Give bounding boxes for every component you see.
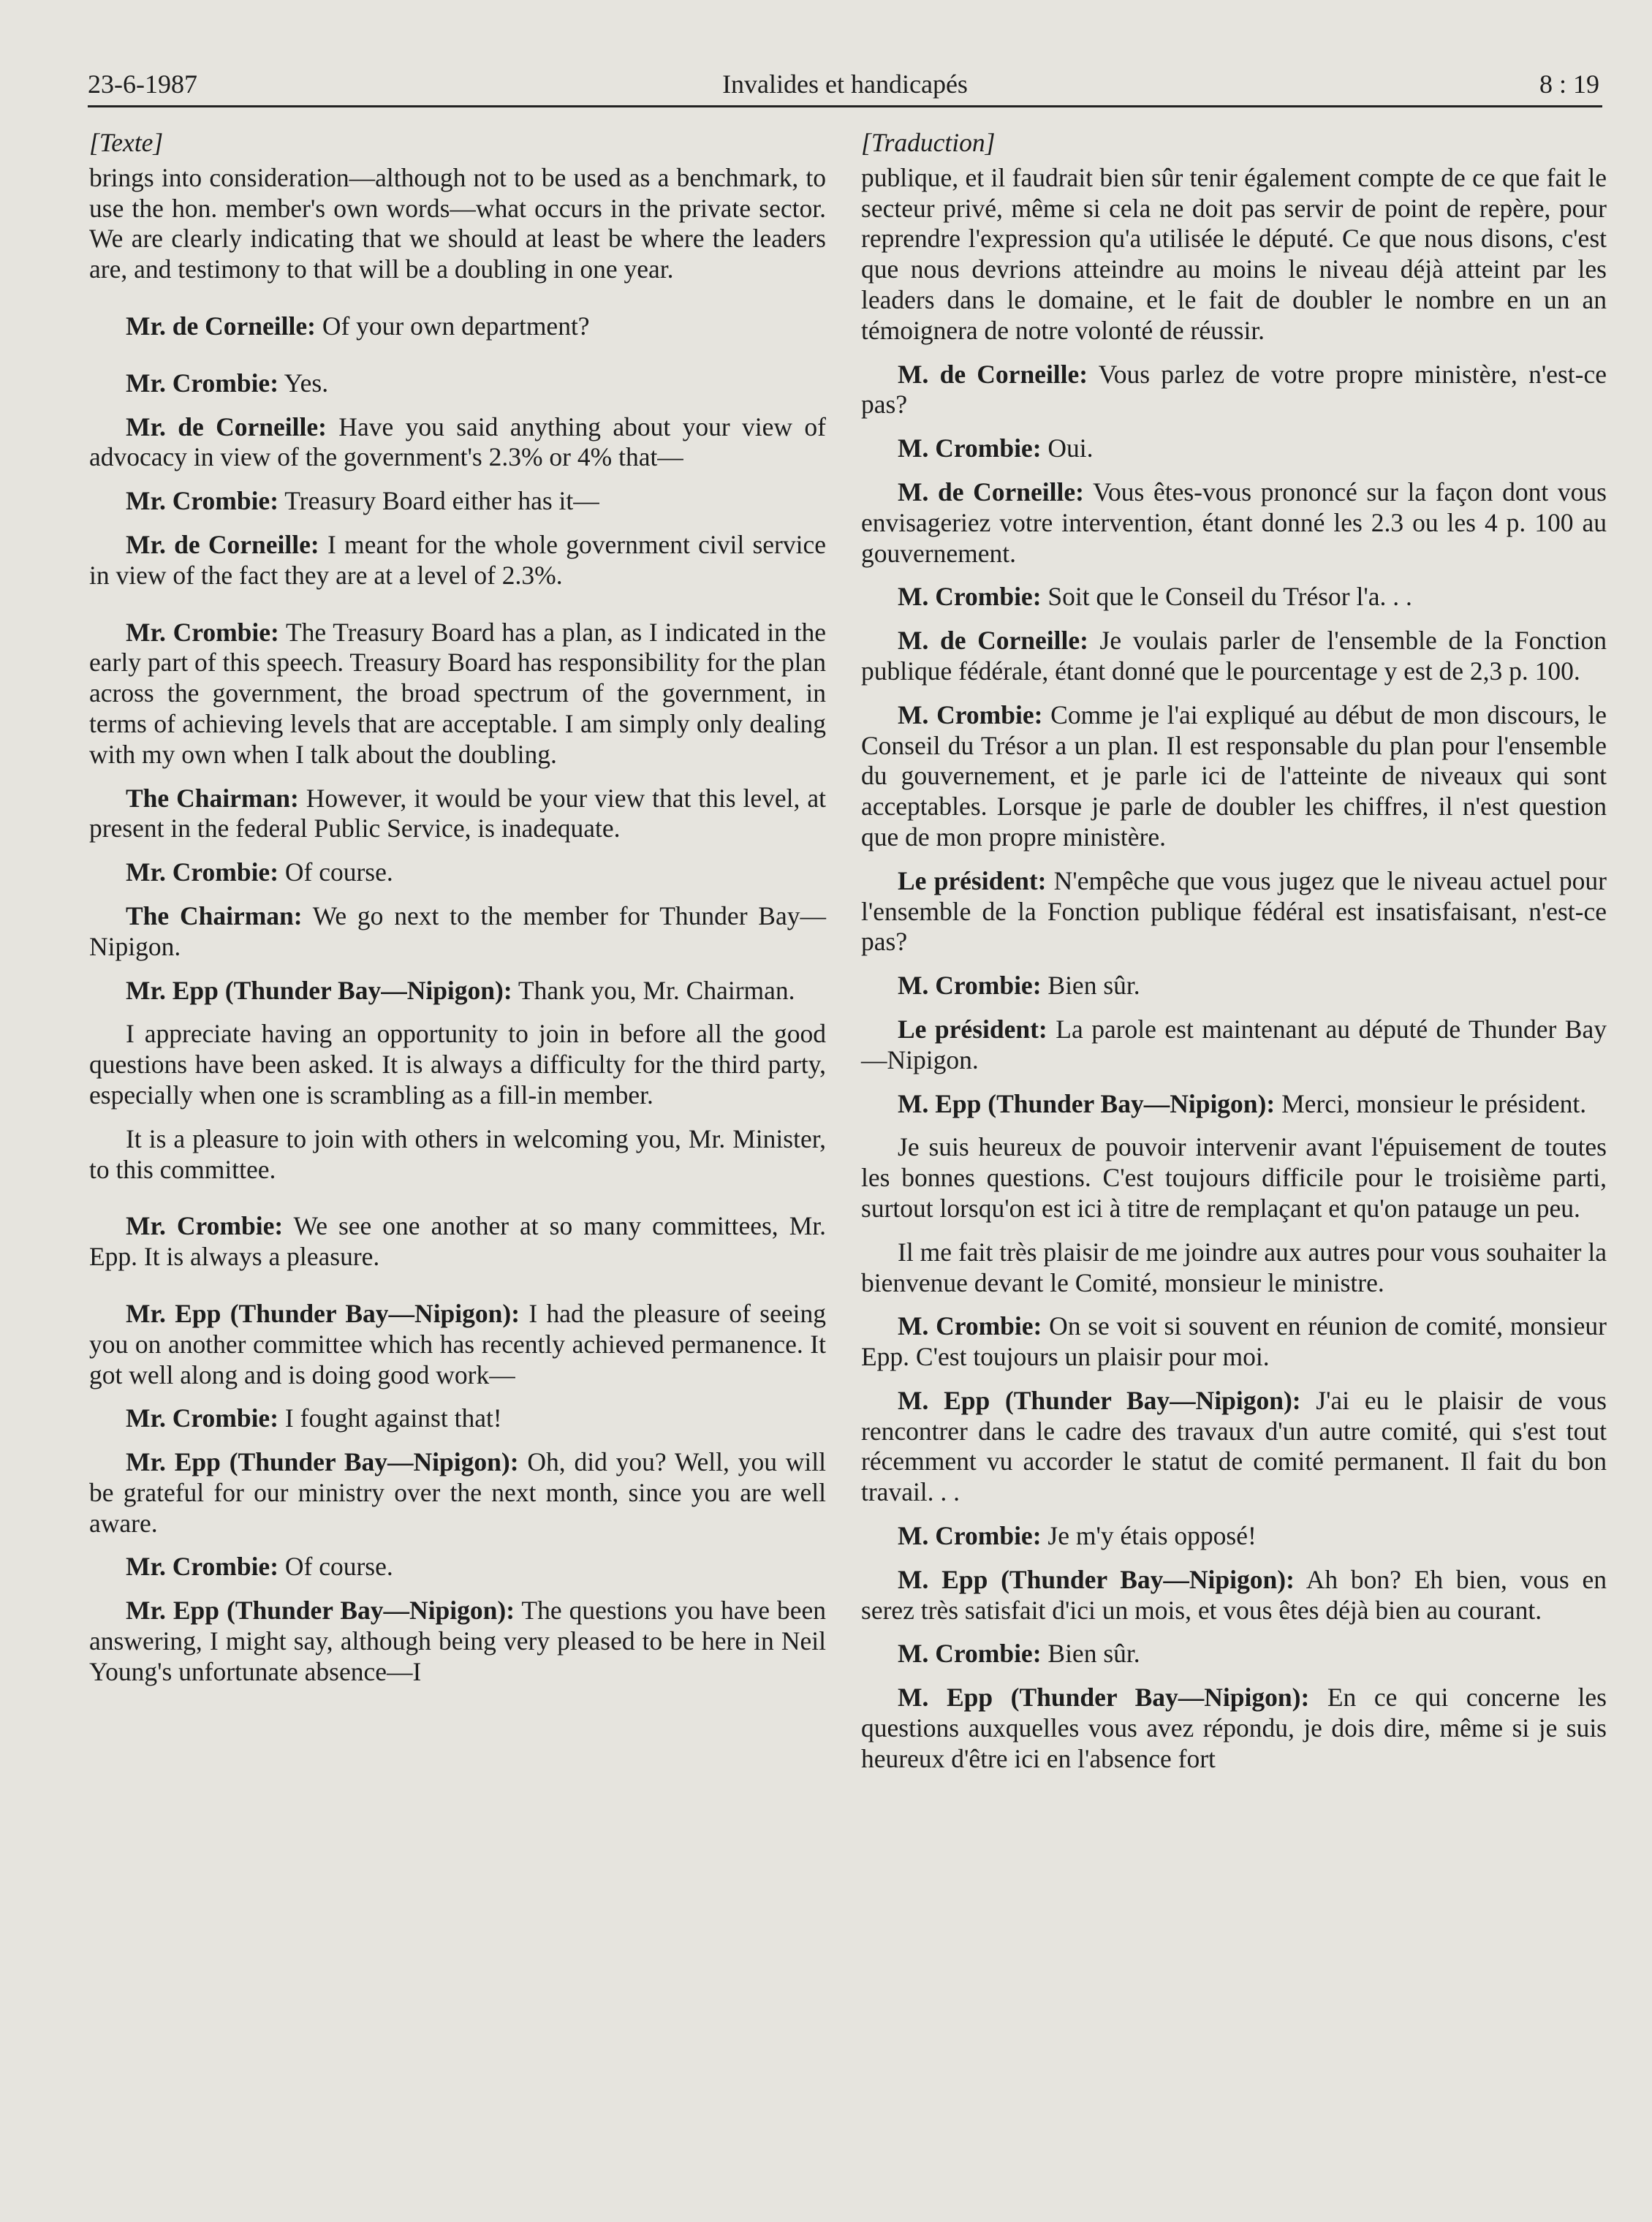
paragraph: Mr. Epp (Thunder Bay—Nipigon): Oh, did you? Well, you will be grateful for our ministry over the next month, since you are well aware. [89, 1447, 826, 1538]
right-column-french [861, 128, 1607, 1788]
paragraph: M. de Corneille: Vous êtes-vous prononcé sur la façon dont vous envisageriez votre intervention, étant donné les 2.3 ou les 4 p. 100 au gouvernement. [861, 477, 1607, 568]
paragraph: Mr. de Corneille: I meant for the whole government civil service in view of the fact they are at a level of 2.3%. [89, 529, 826, 590]
paragraph: Je suis heureux de pouvoir intervenir avant l'épuisement de toutes les bonnes questions. C'est toujours difficile pour le troisième parti, surtout lorsqu'on est ici à titre de remplaçant et qu'on patauge un peu. [861, 1132, 1607, 1223]
paragraph: M. de Corneille: Je voulais parler de l'ensemble de la Fonction publique fédérale, étant donné que le pourcentage y est de 2,3 p. 100. [861, 626, 1607, 686]
paragraph: Mr. Epp (Thunder Bay—Nipigon): The questions you have been answering, I might say, although being very pleased to be here in Neil Young's unfortunate absence—I [89, 1596, 826, 1686]
paragraph: brings into consideration—although not to be used as a benchmark, to use the hon. member's own words—what occurs in the private sector. We are clearly indicating that we should at least be where the leaders are, and testimony to that will be a doubling in one year. [89, 162, 826, 284]
paragraph: Mr. Crombie: Treasury Board either has it— [126, 486, 599, 516]
paragraph: Mr. Crombie: I fought against that! [126, 1403, 502, 1433]
paragraph: Mr. de Corneille: Of your own department? [126, 311, 590, 341]
header-page-number: 8 : 19 [1539, 69, 1599, 99]
paragraph: Le président: N'empêche que vous jugez que le niveau actuel pour l'ensemble de la Fonction publique fédéral est insatisfaisant, n'est-ce pas? [861, 865, 1607, 957]
column-label: [Texte] [89, 128, 164, 157]
paragraph: Mr. Epp (Thunder Bay—Nipigon): Thank you, Mr. Chairman. [126, 975, 795, 1005]
paragraph: M. de Corneille: Vous parlez de votre propre ministère, n'est-ce pas? [861, 359, 1607, 420]
paragraph: M. Crombie: Oui. [898, 433, 1094, 463]
page-header [88, 64, 1602, 107]
paragraph: M. Epp (Thunder Bay—Nipigon): En ce qui concerne les questions auxquelles vous avez répondu, je dois dire, même si je suis heureux d'être ici en l'absence fort [861, 1683, 1607, 1773]
paragraph: Mr. Epp (Thunder Bay—Nipigon): I had the pleasure of seeing you on another committee which has recently achieved permanence. It got well along and is doing good work— [89, 1298, 826, 1389]
paragraph: Mr. Crombie: The Treasury Board has a plan, as I indicated in the early part of this speech. Treasury Board has responsibility for the plan across the government, the broad spectrum of the government, in terms of achieving levels that are acceptable. I am simply only dealing with my own when I talk about the doubling. [89, 617, 826, 769]
paragraph: Mr. de Corneille: Have you said anything about your view of advocacy in view of the government's 2.3% or 4% that— [89, 412, 826, 472]
column-label: [Traduction] [861, 128, 996, 157]
paragraph: M. Epp (Thunder Bay—Nipigon): Merci, monsieur le président. [898, 1088, 1587, 1118]
left-column-english [89, 128, 826, 1701]
paragraph: Il me fait très plaisir de me joindre aux autres pour vous souhaiter la bienvenue devant le Comité, monsieur le ministre. [861, 1237, 1607, 1297]
paragraph: M. Crombie: Je m'y étais opposé! [898, 1521, 1257, 1551]
paragraph: The Chairman: We go next to the member for Thunder Bay—Nipigon. [89, 900, 826, 961]
paragraph: Mr. Crombie: We see one another at so many committees, Mr. Epp. It is always a pleasure. [89, 1211, 826, 1272]
paragraph: M. Epp (Thunder Bay—Nipigon): J'ai eu le plaisir de vous rencontrer dans le cadre des travaux d'un autre comité, qui s'est tout récemment vu accorder le statut de comité permanent. Il fait du bon travail. . . [861, 1385, 1607, 1507]
paragraph: M. Crombie: Bien sûr. [898, 971, 1140, 1001]
paragraph: It is a pleasure to join with others in welcoming you, Mr. Minister, to this committee. [89, 1123, 826, 1184]
paragraph: Mr. Crombie: Of course. [126, 857, 393, 887]
paragraph: M. Crombie: Bien sûr. [898, 1639, 1140, 1669]
paragraph: I appreciate having an opportunity to join in before all the good questions have been asked. It is always a difficulty for the third party, especially when one is scrambling as a fill-in member. [89, 1019, 826, 1110]
paragraph: M. Crombie: On se voit si souvent en réunion de comité, monsieur Epp. C'est toujours un plaisir pour moi. [861, 1311, 1607, 1372]
paragraph: Le président: La parole est maintenant au député de Thunder Bay—Nipigon. [861, 1014, 1607, 1074]
paragraph: M. Crombie: Soit que le Conseil du Trésor l'a. . . [898, 582, 1412, 612]
header-date: 23-6-1987 [88, 69, 197, 99]
paragraph: The Chairman: However, it would be your view that this level, at present in the federal Public Service, is inadequate. [89, 783, 826, 843]
paragraph: publique, et il faudrait bien sûr tenir également compte de ce que fait le secteur privé, même si cela ne doit pas servir de point de repère, pour reprendre l'expression qu'a utilisée le député. Ce que nous disons, c'est que nous devrions atteindre au moins le niveau déjà atteint par les leaders dans le domaine, et le fait de doubler le nombre en un an témoignera de notre volonté de réussir. [861, 162, 1607, 345]
paragraph: M. Crombie: Comme je l'ai expliqué au début de mon discours, le Conseil du Trésor a un plan. Il est responsable du plan pour l'ensemble du gouvernement, et je parle ici de l'atteinte de niveaux qui sont acceptables. Lorsque je parle de doubler les chiffres, il n'est question que de mon propre ministère. [861, 699, 1607, 852]
header-title: Invalides et handicapés [722, 69, 968, 99]
paragraph: M. Epp (Thunder Bay—Nipigon): Ah bon? Eh bien, vous en serez très satisfait d'ici un mois, et vous êtes déjà bien au courant. [861, 1564, 1607, 1625]
paragraph: Mr. Crombie: Yes. [126, 368, 329, 398]
paragraph: Mr. Crombie: Of course. [126, 1552, 393, 1582]
